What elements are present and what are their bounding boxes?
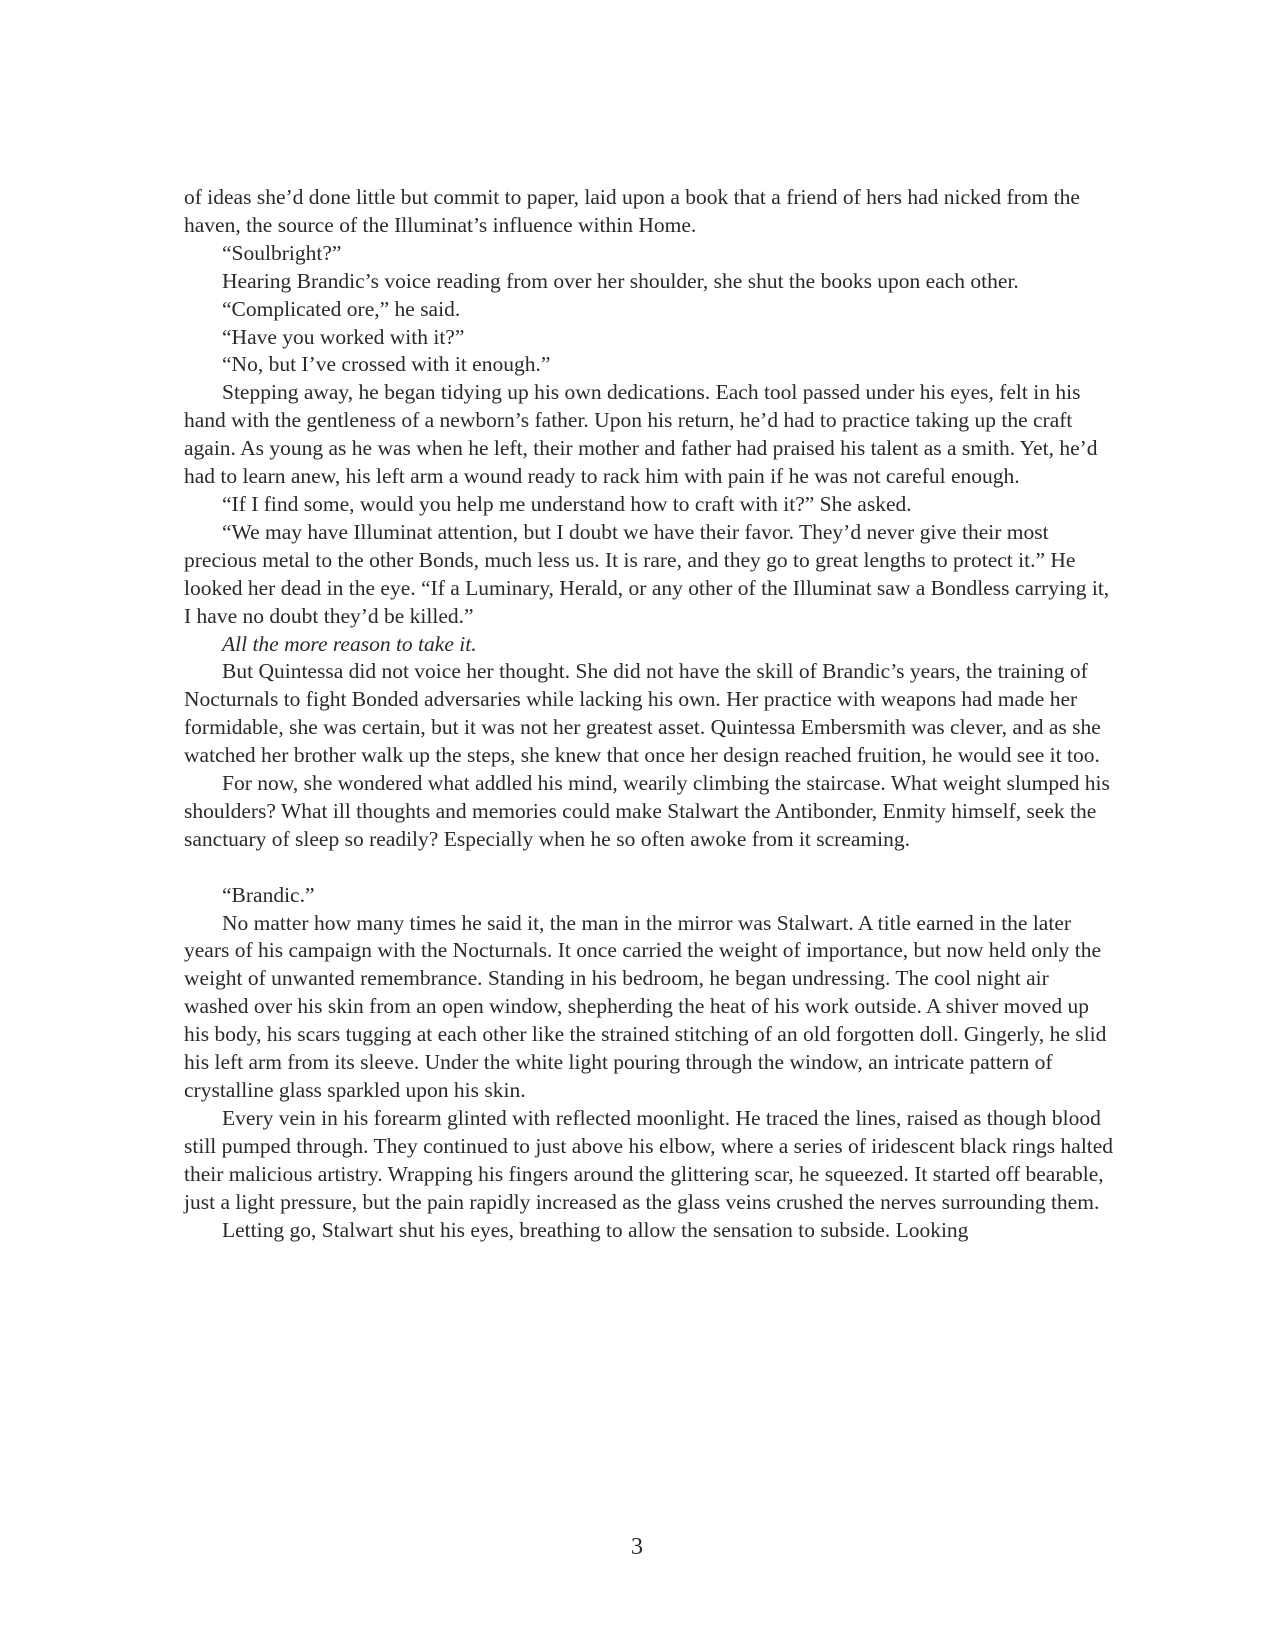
paragraph: Every vein in his forearm glinted with reflected moonlight. He traced the lines, raised as though blood still pumped through. They continued to just above his elbow, where a series of iridescent black rings halted their malicious artistry. Wrapping his fingers around the glittering scar, he squeezed. It started off bearable, just a light pressure, but the pain rapidly increased as the glass veins crushed the nerves surrounding them.: [184, 1105, 1114, 1214]
paragraph: Hearing Brandic’s voice reading from over her shoulder, she shut the books upon each other.: [222, 268, 1019, 293]
paragraph-dialogue: “Complicated ore,” he said.: [222, 296, 461, 321]
paragraph-continuation: of ideas she’d done little but commit to paper, laid upon a book that a friend of hers had nicked from the haven, the source of the Illuminat’s influence within Home.: [184, 185, 1080, 237]
scene-break: [184, 854, 1114, 882]
paragraph: For now, she wondered what addled his mind, wearily climbing the staircase. What weight slumped his shoulders? What ill thoughts and memories could make Stalwart the Antibonder, Enmity himself, seek the sanctuary of sleep so readily? Especially when he so often awoke from it screaming.: [184, 771, 1110, 851]
paragraph-dialogue: “Have you worked with it?”: [222, 324, 465, 349]
page-number: 3: [631, 1534, 643, 1560]
paragraph: No matter how many times he said it, the man in the mirror was Stalwart. A title earned in the later years of his campaign with the Nocturnals. It once carried the weight of importance, but now held only the weight of unwanted remembrance. Standing in his bedroom, he began undressing. The cool night air washed over his skin from an open window, shepherding the heat of his work outside. A shiver moved up his body, his scars tugging at each other like the strained stitching of an old forgotten doll. Gingerly, he slid his left arm from its sleeve. Under the white light pouring through the window, an intricate pattern of crystalline glass sparkled upon his skin.: [184, 910, 1107, 1102]
paragraph: Stepping away, he began tidying up his own dedications. Each tool passed under his eyes, felt in his hand with the gentleness of a newborn’s father. Upon his return, he’d had to practice taking up the craft again. As young as he was when he left, their mother and father had praised his talent as a smith. Yet, he’d had to learn anew, his left arm a wound ready to rack him with pain if he was not careful enough.: [184, 380, 1098, 489]
paragraph-dialogue: “We may have Illuminat attention, but I doubt we have their favor. They’d never give their most precious metal to the other Bonds, much less us. It is rare, and they go to great lengths to protect it.” He looked her dead in the eye. “If a Luminary, Herald, or any other of the Illuminat saw a Bondless carrying it, I have no doubt they’d be killed.”: [184, 519, 1110, 628]
paragraph: Letting go, Stalwart shut his eyes, breathing to allow the sensation to subside. Looking: [222, 1217, 969, 1242]
paragraph: But Quintessa did not voice her thought. She did not have the skill of Brandic’s years, the training of Nocturnals to fight Bonded adversaries while lacking his own. Her practice with weapons had made her formidable, she was certain, but it was not her greatest asset. Quintessa Embersmith was clever, and as she watched her brother walk up the steps, she knew that once her design reached fruition, he would see it too.: [184, 659, 1101, 768]
paragraph-dialogue: “Soulbright?”: [222, 240, 342, 265]
paragraph-dialogue: “If I find some, would you help me understand how to craft with it?” She asked.: [222, 491, 912, 516]
body-text: [184, 184, 1114, 1244]
paragraph-dialogue: “Brandic.”: [222, 882, 315, 907]
paragraph-dialogue: “No, but I’ve crossed with it enough.”: [222, 352, 551, 377]
paragraph-thought: All the more reason to take it.: [222, 631, 477, 656]
